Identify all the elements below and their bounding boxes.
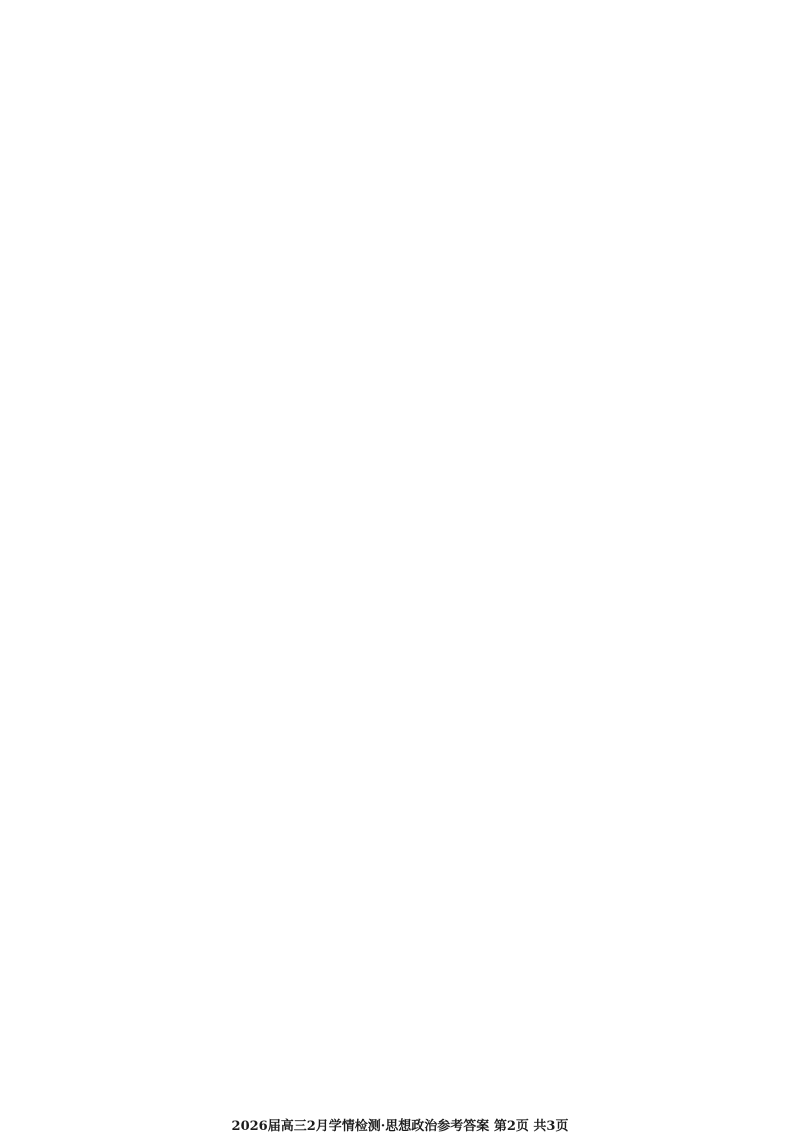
page-footer: 2026届高三2月学情检测·思想政治参考答案 第2页 共3页 <box>231 1119 569 1134</box>
